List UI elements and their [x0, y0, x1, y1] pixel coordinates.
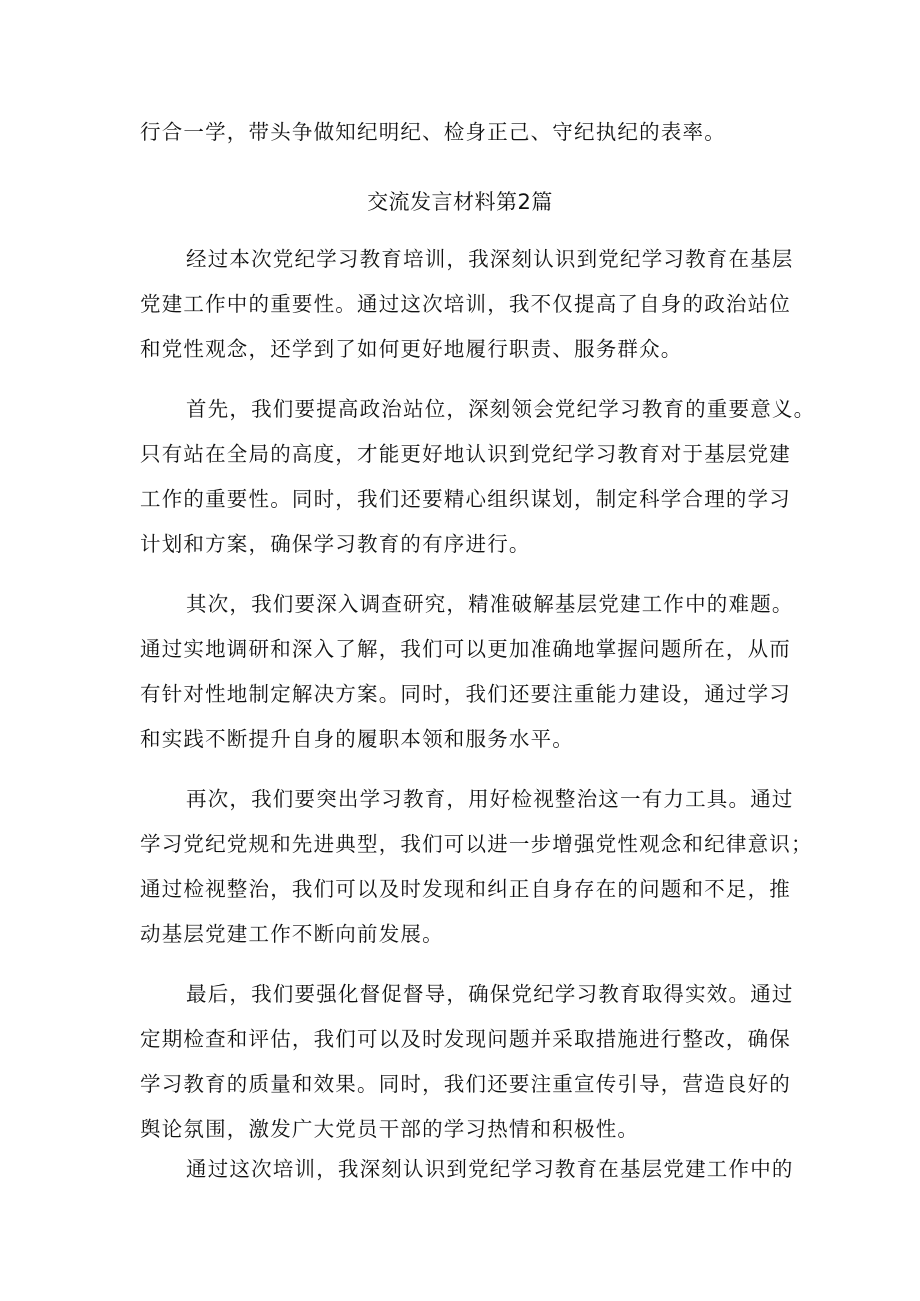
paragraph-line: 动基层党建工作不断向前发展。 [140, 922, 444, 946]
paragraph-line: 再次，我们要突出学习教育，用好检视整治这一有力工具。通过 [186, 787, 794, 811]
paragraph-line: 和党性观念，还学到了如何更好地履行职责、服务群众。 [140, 337, 683, 361]
paragraph-line: 经过本次党纪学习教育培训，我深刻认识到党纪学习教育在基层 [186, 247, 794, 271]
paragraph-line: 党建工作中的重要性。通过这次培训，我不仅提高了自身的政治站位 [140, 292, 791, 316]
paragraph-line: 其次，我们要深入调查研究，精准破解基层党建工作中的难题。 [186, 592, 794, 616]
carryover-line: 行合一学，带头争做知纪明纪、检身正己、守纪执纪的表率。 [140, 120, 726, 144]
paragraph-line: 首先，我们要提高政治站位，深刻领会党纪学习教育的重要意义。 [186, 397, 816, 421]
paragraph-line: 学习党纪党规和先进典型，我们可以进一步增强党性观念和纪律意识； [140, 832, 813, 856]
paragraph-line: 计划和方案，确保学习教育的有序进行。 [140, 532, 531, 556]
paragraph-line: 通过这次培训，我深刻认识到党纪学习教育在基层党建工作中的 [186, 1157, 794, 1181]
paragraph-line: 定期检查和评估，我们可以及时发现问题并采取措施进行整改，确保 [140, 1027, 791, 1051]
paragraph-line: 通过检视整治，我们可以及时发现和纠正自身存在的问题和不足，推 [140, 877, 791, 901]
paragraph-line: 学习教育的质量和效果。同时，我们还要注重宣传引导，营造良好的 [140, 1072, 791, 1096]
paragraph-line: 有针对性地制定解决方案。同时，我们还要注重能力建设，通过学习 [140, 682, 791, 706]
section-title: 交流发言材料第2篇 [367, 190, 553, 214]
paragraph-line: 舆论氛围，激发广大党员干部的学习热情和积极性。 [140, 1117, 640, 1141]
paragraph-line: 只有站在全局的高度，才能更好地认识到党纪学习教育对于基层党建 [140, 442, 791, 466]
paragraph-line: 通过实地调研和深入了解，我们可以更加准确地掌握问题所在，从而 [140, 637, 791, 661]
paragraph-line: 最后，我们要强化督促督导，确保党纪学习教育取得实效。通过 [186, 982, 794, 1006]
paragraph-line: 工作的重要性。同时，我们还要精心组织谋划，制定科学合理的学习 [140, 487, 791, 511]
paragraph-line: 和实践不断提升自身的履职本领和服务水平。 [140, 727, 574, 751]
